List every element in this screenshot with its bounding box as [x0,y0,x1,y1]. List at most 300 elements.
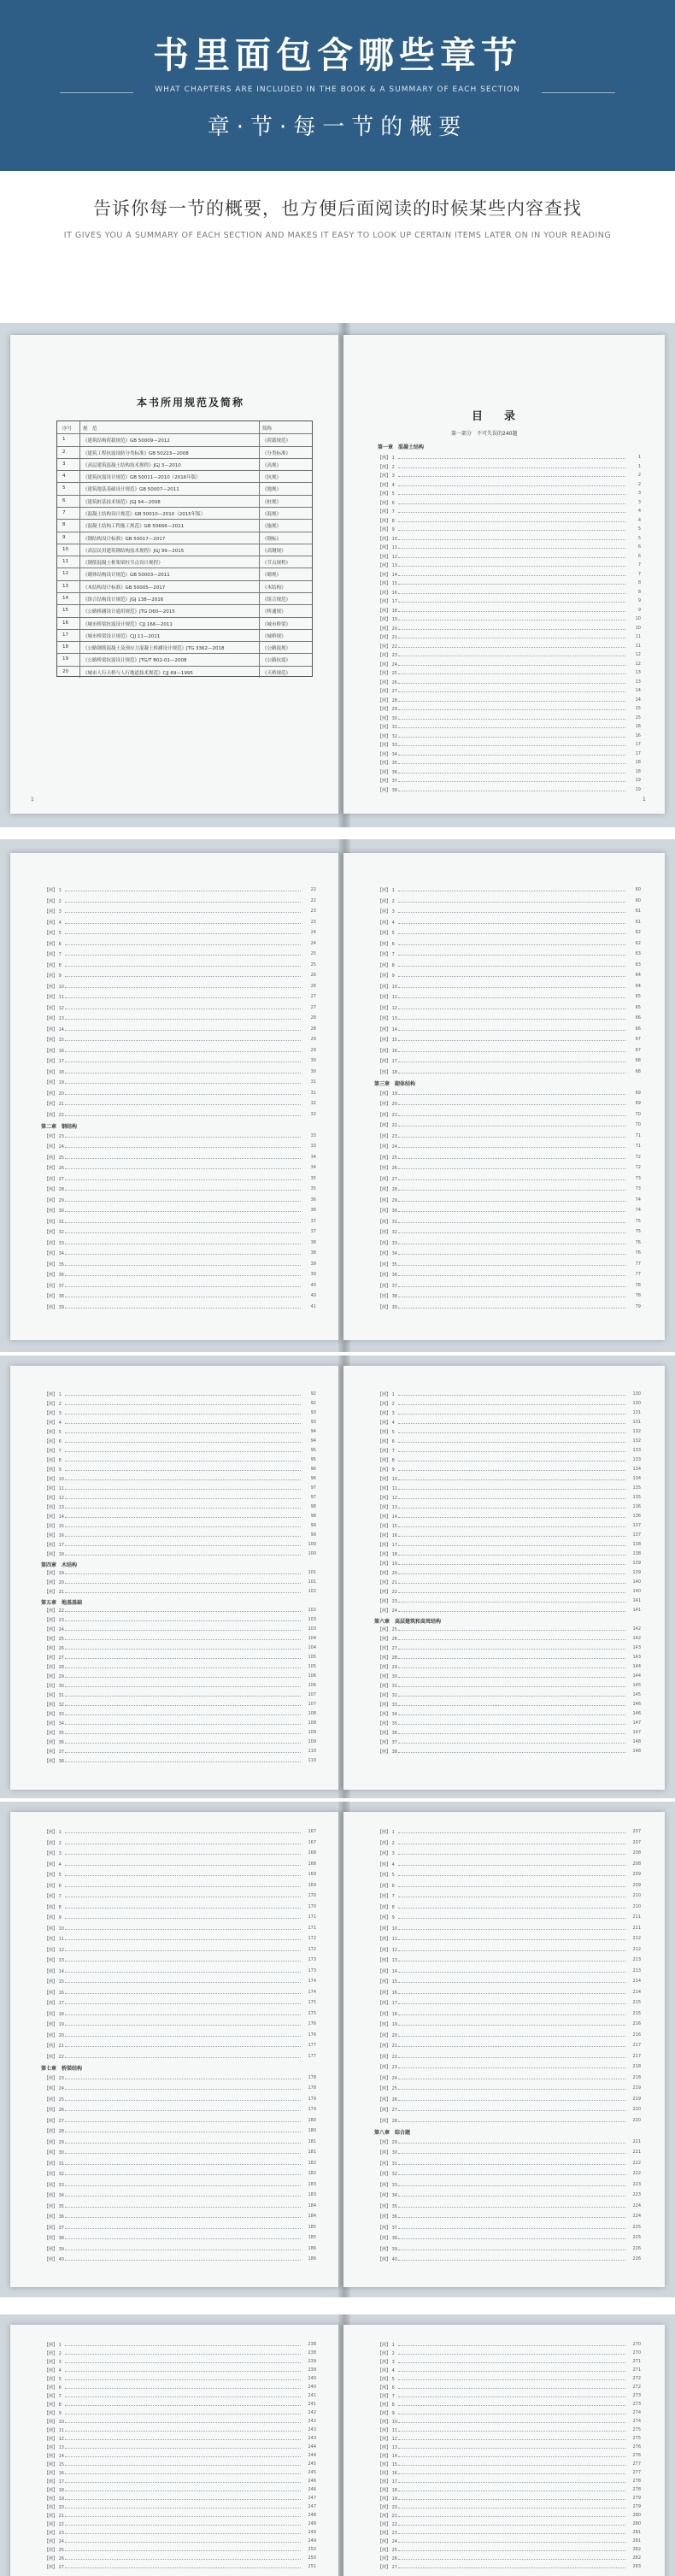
regulations-title: 本书所用规范及简称 [137,397,245,409]
toc-page-number: 244 [308,2453,316,2458]
toc-entry-label: 【例】 14 [44,1026,64,1032]
toc-page-number: 67 [635,1047,641,1053]
toc-entry-label: 【例】 13 [378,563,397,568]
toc-leader-line [65,1536,301,1537]
toc-page-number: 17 [635,742,641,747]
toc-leader-line [398,1993,625,1994]
toc-entry-label: 【例】 10 [44,2420,64,2425]
toc-entry-label: 【例】 11 [44,995,64,1000]
table-cell: 《建筑工程抗震设防分类标准》GB 50223—2008 [83,450,189,456]
toc-title: 目 录 [472,410,521,423]
toc-leader-line [398,665,625,666]
toc-entry-label: 【例】 40 [378,2257,397,2262]
toc-entry-label: 【例】 36 [378,769,397,775]
toc-page-number: 145 [632,1692,641,1697]
book-photo-3 [0,1356,675,1798]
toc-chapter-heading: 第三章 砌体结构 [374,1081,416,1087]
toc-entry-label: 【例】 11 [44,1486,64,1491]
toc-entry-label: 【例】 25 [378,2086,397,2091]
toc-leader-line [398,2260,625,2261]
toc-page-number: 243 [308,2436,316,2441]
toc-page-number: 10 [635,616,641,621]
toc-page-number: 95 [310,1448,316,1453]
table-cell: 7 [62,510,66,515]
toc-leader-line [398,745,625,746]
toc-entry-label: 【例】 17 [44,1059,64,1064]
toc-leader-line [398,1040,625,1041]
toc-page-number: 181 [308,2150,316,2155]
toc-entry-label: 【例】 21 [378,1580,397,1585]
toc-page-number: 9 [637,598,641,603]
toc-leader-line [398,1517,625,1518]
toc-page-number: 176 [308,2032,316,2038]
toc-leader-line [398,673,625,674]
toc-page-number: 279 [632,2496,641,2501]
toc-page-number: 71 [635,1132,641,1138]
toc-entry-label: 【例】 18 [378,2011,397,2017]
toc-entry-label: 【例】 31 [378,725,397,730]
toc-entry-label: 【例】 20 [378,1102,397,1107]
toc-page-number: 18 [635,760,641,765]
toc-leader-line [398,912,625,913]
toc-entry-label: 【例】 30 [44,1209,64,1214]
toc-leader-line [398,1875,625,1876]
toc-entry-label: 【例】 1 [378,456,395,461]
toc-leader-line [65,902,301,903]
toc-leader-line [398,763,625,764]
toc-leader-line [65,1232,301,1233]
toc-entry-label: 【例】 16 [44,2471,64,2476]
toc-page-number: 239 [308,2359,316,2364]
toc-page-number: 1 [637,463,641,469]
toc-leader-line [65,1555,301,1556]
toc-page-number: 97 [310,1495,316,1500]
toc-page-number: 271 [632,2359,641,2364]
toc-leader-line [398,2067,625,2068]
toc-leader-line [398,2228,625,2229]
toc-entry-label: 【例】 21 [378,635,397,640]
toc-page-number: 174 [308,1989,316,1995]
toc-page-number: 73 [635,1175,641,1181]
toc-entry-label: 【例】 3 [44,2360,62,2365]
toc-page-number: 63 [635,951,641,956]
toc-page-number: 69 [635,1101,641,1106]
toc-leader-line [65,966,301,967]
table-cell: 10 [62,546,68,552]
toc-entry-label: 【例】 31 [44,2161,64,2167]
toc-entry-label: 【例】 28 [44,2129,64,2134]
toc-entry-label: 【例】 13 [44,1016,64,1021]
toc-entry-label: 【例】 1 [378,2343,395,2348]
toc-leader-line [398,1265,625,1266]
toc-entry-label: 【例】 21 [44,2044,64,2049]
table-cell: 2 [62,449,66,455]
toc-page-number: 96 [310,1476,316,1481]
table-cell: 《钢筋混凝土框架梁柱节点设计规程》 [83,561,163,567]
table-cell: 20 [62,668,68,674]
toc-chapter-heading: 第六章 高层建筑和高耸结构 [374,1619,442,1625]
toc-page-number: 240 [308,2376,316,2381]
toc-page-number: 248 [308,2521,316,2526]
toc-leader-line [398,2439,625,2440]
page-toc-3-right [343,1366,665,1790]
toc-leader-line [65,1865,301,1866]
toc-page-number: 78 [635,1282,641,1288]
book-photo-2 [0,839,675,1352]
table-cell: 《城市桥梁》 [262,621,291,627]
toc-leader-line [65,1743,301,1744]
toc-page-number: 1 [637,455,641,460]
page-toc-3-left [10,1366,340,1790]
toc-entry-label: 【例】 4 [44,1420,62,1426]
toc-leader-line [398,2482,625,2483]
page-toc-4-left [10,1812,340,2287]
toc-entry-label: 【例】 12 [44,1947,64,1953]
toc-leader-line [65,1854,301,1855]
toc-page-number: 99 [310,1523,316,1528]
toc-leader-line [398,1451,625,1452]
toc-leader-line [398,701,625,702]
table-column-divider [259,421,260,678]
toc-leader-line [398,1051,625,1052]
toc-leader-line [65,1620,301,1621]
toc-leader-line [65,2100,301,2101]
toc-leader-line [398,1714,625,1715]
toc-entry-label: 【例】 17 [44,2001,64,2006]
toc-page-number: 92 [310,1401,316,1406]
toc-entry-label: 【例】 16 [44,1048,64,1054]
toc-page-number: 169 [308,1882,316,1888]
toc-entry-label: 【例】 13 [378,1958,397,1963]
toc-entry-label: 【例】 33 [44,2182,64,2188]
toc-page-number: 175 [308,2000,316,2005]
toc-entry-label: 【例】 22 [378,2522,397,2527]
toc-entry-label: 【例】 25 [44,1637,64,1642]
toc-page-number: 13 [635,670,641,675]
toc-page-number: 278 [632,2487,641,2492]
toc-leader-line [65,1094,301,1095]
table-header-cell: 简称 [262,426,273,432]
toc-page-number: 22 [310,897,316,903]
toc-entry-label: 【例】 35 [44,2203,64,2209]
toc-entry-label: 【例】 19 [378,1091,397,1097]
table-cell: 1 [62,437,66,443]
toc-entry-label: 【例】 4 [378,1861,395,1867]
toc-entry-label: 【例】 18 [378,2488,397,2493]
toc-entry-label: 【例】 23 [378,1599,397,1604]
toc-entry-label: 【例】 36 [44,1273,64,1278]
toc-entry-label: 【例】 9 [44,2411,62,2416]
toc-page-number: 246 [308,2487,316,2492]
toc-entry-label: 【例】 28 [44,1665,64,1670]
toc-page-number: 77 [635,1261,641,1267]
toc-page-number: 270 [632,2342,641,2347]
toc-leader-line [398,944,625,945]
toc-leader-line [398,2207,625,2208]
toc-leader-line [65,1190,301,1191]
toc-page-number: 28 [310,1015,316,1020]
toc-page-number: 73 [635,1186,641,1191]
toc-leader-line [65,1752,301,1753]
toc-leader-line [398,1733,625,1734]
toc-leader-line [398,1583,625,1584]
table-cell: 《荷载规范》 [262,438,291,444]
toc-entry-label: 【例】 36 [378,1273,397,1278]
toc-page-number: 134 [632,1476,641,1481]
toc-leader-line [398,2185,625,2186]
toc-page-number: 96 [310,1467,316,1472]
toc-page-number: 144 [632,1664,641,1669]
toc-entry-label: 【例】 22 [44,1609,64,1614]
toc-page-number: 173 [308,1957,316,1962]
toc-page-number: 249 [308,2538,316,2544]
toc-page-number: 211 [632,1925,641,1931]
page-toc-4-right [343,1812,665,2287]
toc-leader-line [65,1470,301,1471]
toc-leader-line [398,2057,625,2058]
toc-page-number: 14 [635,697,641,703]
toc-entry-label: 【例】 14 [378,2454,397,2459]
toc-page-number: 221 [632,2138,641,2144]
toc-entry-label: 【例】 1 [44,888,62,893]
toc-page-number: 186 [308,2245,316,2251]
toc-page-number: 281 [632,2530,641,2535]
table-cell: 《钢结构设计标准》GB 50017—2017 [83,536,166,542]
toc-entry-label: 【例】 5 [378,1430,395,1435]
toc-leader-line [398,902,625,903]
toc-entry-label: 【例】 36 [44,1740,64,1745]
toc-entry-label: 【例】 28 [378,697,397,703]
toc-leader-line [65,2207,301,2208]
toc-page-number: 148 [632,1739,641,1744]
book-photo-1 [0,323,675,827]
toc-leader-line [398,1030,625,1031]
toc-page-number: 19 [635,778,641,783]
toc-page-number: 172 [308,1946,316,1952]
toc-entry-label: 【例】 18 [378,1069,397,1075]
toc-page-number: 2 [637,481,641,487]
toc-page-number: 215 [632,2010,641,2016]
toc-entry-label: 【例】 26 [378,2097,397,2103]
toc-entry-label: 【例】 24 [44,2086,64,2091]
toc-leader-line [65,2196,301,2197]
toc-entry-label: 【例】 9 [44,1467,62,1473]
toc-leader-line [65,1479,301,1480]
toc-entry-label: 【例】 11 [378,1486,397,1491]
toc-entry-label: 【例】 4 [44,920,62,926]
toc-entry-label: 【例】 38 [378,1294,397,1299]
table-cell: 《砌体结构设计规范》GB 50003—2011 [83,573,170,579]
toc-entry-label: 【例】 38 [378,2236,397,2241]
toc-page-number: 282 [632,2555,641,2561]
toc-leader-line [398,2431,625,2432]
toc-page-number: 140 [632,1579,641,1585]
toc-leader-line [398,1201,625,1202]
toc-page-number: 36 [310,1208,316,1213]
toc-page-number: 5 [637,535,641,541]
toc-page-number: 182 [308,2160,316,2166]
toc-entry-label: 【例】 38 [378,1750,397,1755]
table-row [57,470,312,471]
toc-leader-line [65,2567,301,2568]
toc-leader-line [65,1918,301,1919]
toc-page-number: 98 [310,1504,316,1509]
toc-page-number: 8 [637,580,641,585]
toc-leader-line [398,2036,625,2037]
toc-page-number: 250 [308,2547,316,2552]
toc-page-number: 63 [635,962,641,967]
toc-leader-line [398,2379,625,2380]
toc-leader-line [398,719,625,720]
toc-page-number: 282 [632,2547,641,2552]
toc-page-number: 140 [632,1589,641,1594]
toc-entry-label: 【例】 15 [44,2462,64,2467]
toc-leader-line [65,2388,301,2389]
toc-leader-line [65,1308,301,1309]
toc-entry-label: 【例】 17 [378,2479,397,2485]
book-photo-5 [0,2314,675,2576]
toc-page-number: 277 [632,2470,641,2475]
toc-entry-label: 【例】 31 [378,2161,397,2167]
toc-leader-line [398,737,625,738]
toc-page-number: 168 [308,1850,316,1856]
toc-entry-label: 【例】 40 [44,2257,64,2262]
toc-leader-line [65,1875,301,1876]
toc-leader-line [65,1147,301,1148]
toc-leader-line [398,2121,625,2122]
toc-leader-line [65,1733,301,1734]
toc-page-number: 270 [632,2350,641,2355]
toc-leader-line [398,1573,625,1574]
table-row [57,433,312,434]
table-row [57,519,312,520]
toc-page-number: 64 [635,973,641,978]
table-cell: 《桩规》 [262,499,282,505]
toc-entry-label: 【例】 35 [378,1262,397,1267]
toc-entry-label: 【例】 34 [44,1721,64,1726]
toc-entry-label: 【例】 24 [44,2539,64,2544]
toc-entry-label: 【例】 10 [44,1477,64,1482]
table-cell: 8 [62,522,66,528]
toc-page-number: 26 [310,983,316,989]
toc-leader-line [398,494,625,495]
toc-page-number: 242 [308,2419,316,2424]
toc-page-number: 184 [308,2203,316,2208]
toc-entry-label: 【例】 28 [378,1656,397,1661]
toc-leader-line [65,1950,301,1951]
toc-entry-label: 【例】 33 [378,743,397,748]
toc-leader-line [398,1508,625,1509]
toc-entry-label: 【例】 25 [44,2548,64,2553]
toc-page-number: 94 [310,1438,316,1444]
toc-leader-line [398,1019,625,1020]
toc-leader-line [398,2362,625,2363]
toc-page-number: 208 [632,1861,641,1867]
toc-page-number: 108 [308,1720,316,1726]
toc-entry-label: 【例】 31 [378,1684,397,1689]
toc-entry-label: 【例】 21 [378,1112,397,1118]
toc-entry-label: 【例】 10 [378,536,397,542]
toc-page-number: 31 [310,1090,316,1096]
toc-page-number: 280 [632,2521,641,2526]
toc-entry-label: 【例】 32 [44,1703,64,1708]
table-cell: 《天桥规范》 [262,670,291,676]
toc-leader-line [398,2550,625,2551]
toc-entry-label: 【例】 38 [378,787,397,793]
toc-leader-line [398,548,625,549]
toc-page-number: 70 [635,1122,641,1127]
toc-entry-label: 【例】 21 [378,2514,397,2519]
toc-page-number: 32 [310,1101,316,1106]
toc-page-number: 26 [310,973,316,978]
toc-entry-label: 【例】 18 [378,1552,397,1557]
toc-leader-line [398,2025,625,2026]
toc-entry-label: 【例】 17 [378,2001,397,2006]
toc-page-number: 107 [308,1702,316,1707]
toc-leader-line [398,1232,625,1233]
toc-leader-line [398,2499,625,2500]
toc-entry-label: 【例】 11 [378,1937,397,1942]
toc-page-number: 273 [632,2402,641,2407]
toc-leader-line [65,2431,301,2432]
toc-page-number: 22 [310,887,316,892]
toc-page-number: 34 [310,1154,316,1160]
toc-chapter-heading: 第一章 混凝土结构 [378,444,425,450]
toc-leader-line [65,2089,301,2090]
toc-page-number: 278 [632,2479,641,2484]
toc-leader-line [398,709,625,710]
toc-leader-line [398,2388,625,2389]
toc-page-number: 14 [635,688,641,693]
toc-page-number: 239 [308,2367,316,2373]
toc-page-number: 135 [632,1485,641,1491]
toc-entry-label: 【例】 31 [378,1219,397,1225]
toc-page-number: 280 [632,2513,641,2518]
toc-page-number: 16 [635,724,641,729]
toc-page-number: 62 [635,940,641,946]
toc-page-number: 210 [632,1903,641,1909]
toc-entry-label: 【例】 3 [44,1851,62,1856]
toc-page-number: 178 [308,2085,316,2091]
toc-leader-line [398,2143,625,2144]
table-row [57,666,312,667]
toc-page-number: 247 [308,2496,316,2501]
toc-entry-label: 【例】 19 [44,2497,64,2502]
toc-leader-line [65,2110,301,2111]
toc-leader-line [65,1993,301,1994]
toc-page-number: 274 [632,2410,641,2415]
page-number-left: 1 [31,797,34,803]
toc-entry-label: 【例】 12 [44,1496,64,1501]
toc-leader-line [65,1886,301,1887]
toc-entry-label: 【例】 20 [44,2505,64,2510]
toc-entry-label: 【例】 20 [44,1091,64,1097]
toc-entry-label: 【例】 35 [44,1262,64,1267]
toc-page-number: 247 [308,2504,316,2509]
toc-leader-line [65,1508,301,1509]
table-cell: 《木结构》 [262,585,286,591]
toc-entry-label: 【例】 30 [44,1684,64,1689]
toc-entry-label: 【例】 27 [44,2118,64,2124]
toc-page-number: 244 [308,2444,316,2450]
toc-page-number: 241 [308,2393,316,2398]
toc-page-number: 219 [632,2085,641,2091]
toc-entry-label: 【例】 3 [378,909,395,915]
toc-entry-label: 【例】 18 [44,1069,64,1075]
toc-entry-label: 【例】 29 [378,1197,397,1203]
toc-page-number: 182 [308,2171,316,2176]
toc-leader-line [398,1545,625,1546]
